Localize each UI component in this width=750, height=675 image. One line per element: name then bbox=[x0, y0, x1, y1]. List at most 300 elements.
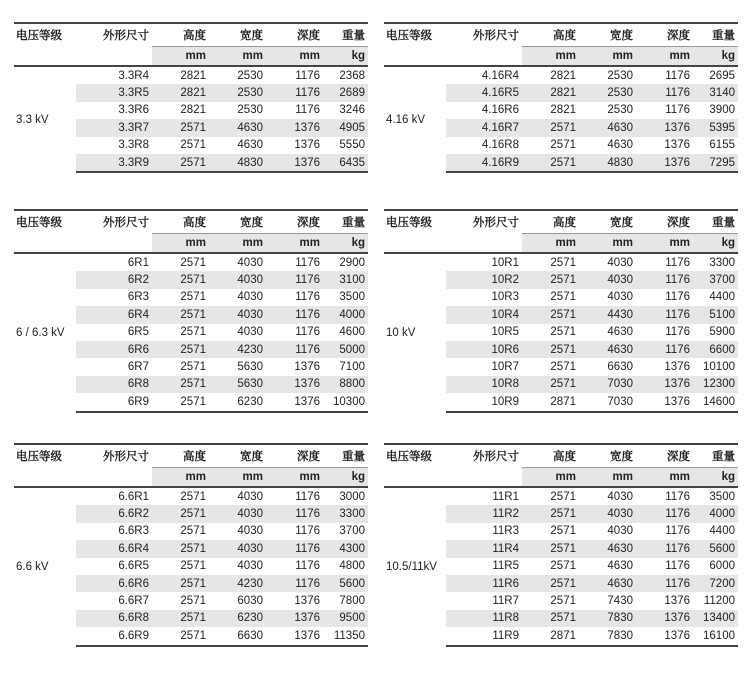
model-cell: 4.16R5 bbox=[446, 84, 522, 101]
height-cell: 2571 bbox=[180, 361, 206, 374]
height-cell: 2571 bbox=[180, 525, 206, 538]
width-cell: 4230 bbox=[209, 575, 266, 592]
width-cell: 4830 bbox=[209, 154, 266, 172]
height-cell: 2571 bbox=[180, 595, 206, 608]
unit-blank bbox=[446, 468, 522, 488]
height-cell: 2571 bbox=[152, 610, 209, 627]
depth-cell: 1376 bbox=[636, 627, 693, 645]
table-row bbox=[384, 487, 738, 505]
depth-cell: 1176 bbox=[295, 560, 320, 573]
weight-cell: 4905 bbox=[323, 119, 368, 136]
weight-cell: 12300 bbox=[693, 376, 738, 393]
weight-cell: 6000 bbox=[709, 560, 735, 573]
model-cell: 10R6 bbox=[446, 341, 522, 358]
depth-cell: 1176 bbox=[665, 69, 690, 82]
height-cell: 2571 bbox=[550, 490, 576, 503]
depth-cell: 1376 bbox=[664, 595, 690, 608]
depth-cell: 1176 bbox=[665, 525, 690, 538]
weight-cell: 4400 bbox=[709, 291, 735, 304]
depth-cell: 1176 bbox=[665, 256, 690, 269]
width-cell: 4630 bbox=[607, 560, 633, 573]
depth-cell: 1376 bbox=[636, 154, 693, 172]
weight-cell: 10100 bbox=[703, 361, 735, 374]
unit-label: kg bbox=[693, 234, 738, 254]
model-cell: 11R7 bbox=[492, 595, 519, 608]
height-header: 高度 bbox=[152, 23, 209, 47]
width-header: 宽度 bbox=[579, 210, 636, 234]
unit-blank bbox=[76, 47, 152, 67]
weight-cell: 5000 bbox=[323, 341, 368, 358]
depth-cell: 1376 bbox=[266, 154, 323, 172]
unit-label: mm bbox=[209, 234, 266, 254]
voltage-label: 4.16 kV bbox=[384, 66, 446, 172]
model-cell: 6R1 bbox=[127, 256, 149, 269]
width-cell: 4030 bbox=[237, 560, 263, 573]
spec-table-10kv bbox=[384, 209, 738, 413]
unit-label: mm bbox=[266, 468, 323, 488]
unit-blank bbox=[384, 47, 446, 67]
depth-cell: 1176 bbox=[295, 525, 320, 538]
weight-cell: 7200 bbox=[693, 575, 738, 592]
model-cell: 4.16R4 bbox=[481, 69, 519, 82]
voltage-label: 6 / 6.3 kV bbox=[14, 253, 76, 412]
spec-table-4.16kv bbox=[384, 22, 738, 173]
weight-header: 重量 bbox=[323, 23, 368, 47]
weight-cell: 2689 bbox=[323, 84, 368, 101]
unit-blank bbox=[14, 468, 76, 488]
voltage-header: 电压等级 bbox=[14, 444, 76, 468]
height-header: 高度 bbox=[522, 23, 579, 47]
width-cell: 5630 bbox=[209, 376, 266, 393]
model-cell: 6.6R2 bbox=[76, 505, 152, 522]
height-cell: 2571 bbox=[152, 540, 209, 557]
height-cell: 2571 bbox=[522, 341, 579, 358]
model-cell: 6R5 bbox=[127, 326, 149, 339]
spec-table-6kv bbox=[14, 209, 368, 413]
model-cell: 11R5 bbox=[492, 560, 519, 573]
depth-cell: 1376 bbox=[636, 393, 693, 411]
depth-cell: 1376 bbox=[266, 610, 323, 627]
model-cell: 3.3R6 bbox=[118, 104, 149, 117]
weight-cell: 3500 bbox=[339, 291, 365, 304]
weight-cell: 5100 bbox=[693, 306, 738, 323]
model-cell: 6.6R1 bbox=[118, 490, 149, 503]
height-cell: 2571 bbox=[550, 326, 576, 339]
depth-cell: 1376 bbox=[294, 361, 320, 374]
height-cell: 2571 bbox=[152, 505, 209, 522]
unit-label: mm bbox=[522, 468, 579, 488]
width-cell: 4430 bbox=[579, 306, 636, 323]
unit-label: mm bbox=[152, 468, 209, 488]
unit-label: mm bbox=[209, 47, 266, 67]
weight-cell: 9500 bbox=[323, 610, 368, 627]
model-cell: 10R2 bbox=[446, 271, 522, 288]
unit-label: mm bbox=[636, 468, 693, 488]
width-cell: 4030 bbox=[209, 540, 266, 557]
weight-cell: 4000 bbox=[693, 505, 738, 522]
model-cell: 11R9 bbox=[446, 627, 522, 645]
weight-header: 重量 bbox=[693, 210, 738, 234]
model-cell: 11R1 bbox=[492, 490, 519, 503]
model-cell: 3.3R7 bbox=[76, 119, 152, 136]
height-cell: 2821 bbox=[180, 69, 206, 82]
width-cell: 4630 bbox=[579, 540, 636, 557]
width-cell: 4230 bbox=[209, 341, 266, 358]
unit-blank bbox=[446, 234, 522, 254]
depth-header: 深度 bbox=[636, 210, 693, 234]
unit-label: mm bbox=[266, 234, 323, 254]
unit-blank bbox=[76, 234, 152, 254]
unit-label: mm bbox=[579, 47, 636, 67]
unit-row bbox=[14, 234, 368, 254]
model-cell: 6.6R9 bbox=[76, 627, 152, 645]
height-cell: 2571 bbox=[152, 119, 209, 136]
depth-cell: 1376 bbox=[636, 376, 693, 393]
unit-label: mm bbox=[522, 47, 579, 67]
weight-cell: 3100 bbox=[323, 271, 368, 288]
height-cell: 2571 bbox=[152, 393, 209, 411]
depth-cell: 1176 bbox=[636, 540, 693, 557]
width-cell: 6630 bbox=[209, 627, 266, 645]
size-header: 外形尺寸 bbox=[76, 444, 152, 468]
width-cell: 4030 bbox=[607, 256, 633, 269]
weight-cell: 3700 bbox=[339, 525, 365, 538]
table-row bbox=[14, 66, 368, 84]
depth-cell: 1176 bbox=[266, 505, 323, 522]
width-cell: 4630 bbox=[607, 139, 633, 152]
model-cell: 3.3R8 bbox=[118, 139, 149, 152]
unit-blank bbox=[14, 47, 76, 67]
depth-cell: 1376 bbox=[664, 361, 690, 374]
unit-blank bbox=[446, 47, 522, 67]
width-cell: 4030 bbox=[237, 291, 263, 304]
header-row bbox=[384, 444, 738, 468]
weight-cell: 2695 bbox=[709, 69, 735, 82]
model-cell: 10R4 bbox=[446, 306, 522, 323]
table-row bbox=[14, 253, 368, 271]
depth-cell: 1176 bbox=[636, 306, 693, 323]
model-cell: 6R7 bbox=[127, 361, 149, 374]
depth-cell: 1176 bbox=[636, 84, 693, 101]
height-cell: 2571 bbox=[180, 291, 206, 304]
height-header: 高度 bbox=[522, 444, 579, 468]
spec-table-6.6kv bbox=[14, 443, 368, 647]
weight-cell: 5600 bbox=[323, 575, 368, 592]
width-header: 宽度 bbox=[209, 444, 266, 468]
width-cell: 4630 bbox=[237, 139, 263, 152]
model-cell: 10R8 bbox=[446, 376, 522, 393]
unit-row bbox=[14, 468, 368, 488]
width-cell: 4630 bbox=[209, 119, 266, 136]
model-cell: 10R5 bbox=[491, 326, 519, 339]
height-cell: 2571 bbox=[550, 560, 576, 573]
width-cell: 4030 bbox=[579, 505, 636, 522]
width-cell: 7830 bbox=[579, 627, 636, 645]
model-cell: 4.16R6 bbox=[481, 104, 519, 117]
width-cell: 4030 bbox=[209, 271, 266, 288]
model-cell: 6R6 bbox=[76, 341, 152, 358]
width-cell: 2530 bbox=[579, 84, 636, 101]
width-cell: 7830 bbox=[579, 610, 636, 627]
depth-cell: 1176 bbox=[636, 505, 693, 522]
depth-header: 深度 bbox=[266, 23, 323, 47]
weight-cell: 2900 bbox=[339, 256, 365, 269]
weight-cell: 3300 bbox=[709, 256, 735, 269]
height-cell: 2571 bbox=[550, 361, 576, 374]
height-cell: 2571 bbox=[550, 139, 576, 152]
spec-table bbox=[14, 22, 368, 173]
weight-cell: 7100 bbox=[339, 361, 365, 374]
depth-cell: 1376 bbox=[294, 139, 320, 152]
height-header: 高度 bbox=[522, 210, 579, 234]
width-cell: 7030 bbox=[579, 376, 636, 393]
weight-cell: 7800 bbox=[339, 595, 365, 608]
weight-cell: 5600 bbox=[693, 540, 738, 557]
table-row bbox=[14, 487, 368, 505]
header-row bbox=[14, 444, 368, 468]
height-cell: 2571 bbox=[522, 376, 579, 393]
depth-cell: 1176 bbox=[266, 575, 323, 592]
height-cell: 2571 bbox=[522, 540, 579, 557]
width-cell: 6630 bbox=[607, 361, 633, 374]
weight-cell: 3500 bbox=[709, 490, 735, 503]
spec-table bbox=[14, 209, 368, 413]
height-cell: 2571 bbox=[152, 575, 209, 592]
table-row bbox=[384, 253, 738, 271]
depth-header: 深度 bbox=[636, 23, 693, 47]
weight-cell: 6600 bbox=[693, 341, 738, 358]
width-cell: 7030 bbox=[579, 393, 636, 411]
model-cell: 6.6R6 bbox=[76, 575, 152, 592]
size-header: 外形尺寸 bbox=[446, 444, 522, 468]
weight-cell: 5395 bbox=[693, 119, 738, 136]
width-header: 宽度 bbox=[209, 210, 266, 234]
weight-cell: 3000 bbox=[339, 490, 365, 503]
height-cell: 2571 bbox=[180, 256, 206, 269]
height-header: 高度 bbox=[152, 444, 209, 468]
depth-cell: 1376 bbox=[294, 595, 320, 608]
unit-label: kg bbox=[323, 234, 368, 254]
width-cell: 2530 bbox=[607, 104, 633, 117]
height-cell: 2571 bbox=[180, 560, 206, 573]
header-row bbox=[14, 23, 368, 47]
voltage-label: 3.3 kV bbox=[14, 66, 76, 172]
height-cell: 2571 bbox=[522, 610, 579, 627]
header-row bbox=[14, 210, 368, 234]
model-cell: 10R3 bbox=[491, 291, 519, 304]
height-cell: 2571 bbox=[152, 376, 209, 393]
height-cell: 2571 bbox=[522, 271, 579, 288]
unit-label: mm bbox=[152, 47, 209, 67]
model-cell: 6R9 bbox=[76, 393, 152, 411]
unit-label: mm bbox=[209, 468, 266, 488]
depth-cell: 1376 bbox=[266, 627, 323, 645]
width-cell: 4030 bbox=[237, 490, 263, 503]
size-header: 外形尺寸 bbox=[446, 210, 522, 234]
weight-header: 重量 bbox=[693, 444, 738, 468]
width-cell: 2530 bbox=[237, 69, 263, 82]
depth-cell: 1376 bbox=[664, 139, 690, 152]
weight-cell: 7295 bbox=[693, 154, 738, 172]
voltage-header: 电压等级 bbox=[384, 210, 446, 234]
depth-cell: 1176 bbox=[665, 490, 690, 503]
unit-label: mm bbox=[152, 234, 209, 254]
depth-cell: 1376 bbox=[636, 610, 693, 627]
unit-blank bbox=[384, 234, 446, 254]
header-row bbox=[384, 23, 738, 47]
unit-label: mm bbox=[636, 47, 693, 67]
depth-header: 深度 bbox=[636, 444, 693, 468]
voltage-label: 10.5/11kV bbox=[384, 487, 446, 646]
unit-label: mm bbox=[266, 47, 323, 67]
model-cell: 6.6R3 bbox=[118, 525, 149, 538]
model-cell: 11R2 bbox=[446, 505, 522, 522]
height-header: 高度 bbox=[152, 210, 209, 234]
unit-label: kg bbox=[323, 468, 368, 488]
weight-cell: 3300 bbox=[323, 505, 368, 522]
depth-cell: 1176 bbox=[665, 560, 690, 573]
weight-cell: 5550 bbox=[339, 139, 365, 152]
height-cell: 2821 bbox=[550, 69, 576, 82]
unit-row bbox=[384, 47, 738, 67]
height-cell: 2571 bbox=[522, 154, 579, 172]
depth-cell: 1376 bbox=[266, 119, 323, 136]
weight-cell: 4400 bbox=[709, 525, 735, 538]
height-cell: 2821 bbox=[550, 104, 576, 117]
weight-cell: 3246 bbox=[339, 104, 365, 117]
height-cell: 2871 bbox=[522, 393, 579, 411]
depth-cell: 1176 bbox=[636, 341, 693, 358]
width-cell: 6030 bbox=[237, 595, 263, 608]
voltage-label: 10 kV bbox=[384, 253, 446, 412]
unit-label: mm bbox=[579, 468, 636, 488]
spec-table bbox=[384, 22, 738, 173]
depth-cell: 1176 bbox=[266, 341, 323, 358]
depth-header: 深度 bbox=[266, 210, 323, 234]
model-cell: 3.3R5 bbox=[76, 84, 152, 101]
table-row bbox=[384, 66, 738, 84]
depth-cell: 1176 bbox=[266, 540, 323, 557]
unit-label: kg bbox=[693, 468, 738, 488]
width-cell: 4030 bbox=[209, 306, 266, 323]
width-cell: 4630 bbox=[579, 341, 636, 358]
unit-label: kg bbox=[693, 47, 738, 67]
model-cell: 6R3 bbox=[127, 291, 149, 304]
weight-cell: 4800 bbox=[339, 560, 365, 573]
width-cell: 4630 bbox=[579, 119, 636, 136]
weight-cell: 4600 bbox=[339, 326, 365, 339]
voltage-label: 6.6 kV bbox=[14, 487, 76, 646]
model-cell: 11R8 bbox=[446, 610, 522, 627]
weight-header: 重量 bbox=[323, 444, 368, 468]
model-cell: 6.6R5 bbox=[118, 560, 149, 573]
weight-cell: 3900 bbox=[709, 104, 735, 117]
model-cell: 6.6R8 bbox=[76, 610, 152, 627]
weight-cell: 6435 bbox=[323, 154, 368, 172]
height-cell: 2571 bbox=[550, 256, 576, 269]
depth-cell: 1176 bbox=[295, 291, 320, 304]
width-header: 宽度 bbox=[209, 23, 266, 47]
weight-cell: 4300 bbox=[323, 540, 368, 557]
weight-cell: 10300 bbox=[323, 393, 368, 411]
model-cell: 10R7 bbox=[491, 361, 519, 374]
width-cell: 4030 bbox=[237, 525, 263, 538]
model-cell: 3.3R9 bbox=[76, 154, 152, 172]
weight-cell: 16100 bbox=[693, 627, 738, 645]
width-cell: 2530 bbox=[237, 104, 263, 117]
width-cell: 2530 bbox=[209, 84, 266, 101]
size-header: 外形尺寸 bbox=[76, 210, 152, 234]
height-cell: 2821 bbox=[522, 84, 579, 101]
height-cell: 2571 bbox=[152, 627, 209, 645]
model-cell: 11R3 bbox=[492, 525, 519, 538]
height-cell: 2571 bbox=[180, 139, 206, 152]
depth-cell: 1376 bbox=[636, 119, 693, 136]
width-cell: 4030 bbox=[607, 291, 633, 304]
height-cell: 2571 bbox=[522, 575, 579, 592]
unit-label: mm bbox=[522, 234, 579, 254]
depth-cell: 1176 bbox=[295, 69, 320, 82]
weight-header: 重量 bbox=[323, 210, 368, 234]
width-cell: 4630 bbox=[579, 575, 636, 592]
model-cell: 6R8 bbox=[76, 376, 152, 393]
unit-row bbox=[384, 234, 738, 254]
weight-cell: 2368 bbox=[339, 69, 365, 82]
width-cell: 4030 bbox=[209, 505, 266, 522]
depth-cell: 1176 bbox=[665, 104, 690, 117]
model-cell: 4.16R7 bbox=[446, 119, 522, 136]
width-cell: 4630 bbox=[607, 326, 633, 339]
height-cell: 2571 bbox=[152, 154, 209, 172]
width-cell: 5630 bbox=[237, 361, 263, 374]
width-cell: 6230 bbox=[209, 393, 266, 411]
height-cell: 2571 bbox=[180, 490, 206, 503]
height-cell: 2571 bbox=[550, 525, 576, 538]
unit-blank bbox=[76, 468, 152, 488]
weight-cell: 11350 bbox=[323, 627, 368, 645]
spec-table bbox=[14, 443, 368, 647]
weight-header: 重量 bbox=[693, 23, 738, 47]
weight-cell: 14600 bbox=[693, 393, 738, 411]
voltage-header: 电压等级 bbox=[384, 444, 446, 468]
depth-cell: 1176 bbox=[266, 84, 323, 101]
width-header: 宽度 bbox=[579, 444, 636, 468]
depth-cell: 1376 bbox=[266, 376, 323, 393]
unit-label: mm bbox=[579, 234, 636, 254]
height-cell: 2571 bbox=[550, 291, 576, 304]
height-cell: 2571 bbox=[550, 595, 576, 608]
width-cell: 4030 bbox=[237, 256, 263, 269]
model-cell: 6.6R7 bbox=[118, 595, 149, 608]
width-cell: 4030 bbox=[607, 525, 633, 538]
model-cell: 11R4 bbox=[446, 540, 522, 557]
weight-cell: 6155 bbox=[709, 139, 735, 152]
voltage-header: 电压等级 bbox=[14, 210, 76, 234]
depth-cell: 1176 bbox=[266, 306, 323, 323]
voltage-header: 电压等级 bbox=[14, 23, 76, 47]
model-cell: 10R1 bbox=[491, 256, 519, 269]
unit-blank bbox=[14, 234, 76, 254]
height-cell: 2571 bbox=[152, 341, 209, 358]
width-cell: 2530 bbox=[607, 69, 633, 82]
header-row bbox=[384, 210, 738, 234]
depth-cell: 1176 bbox=[636, 271, 693, 288]
height-cell: 2821 bbox=[152, 84, 209, 101]
size-header: 外形尺寸 bbox=[76, 23, 152, 47]
depth-cell: 1176 bbox=[636, 575, 693, 592]
width-header: 宽度 bbox=[579, 23, 636, 47]
weight-cell: 8800 bbox=[323, 376, 368, 393]
